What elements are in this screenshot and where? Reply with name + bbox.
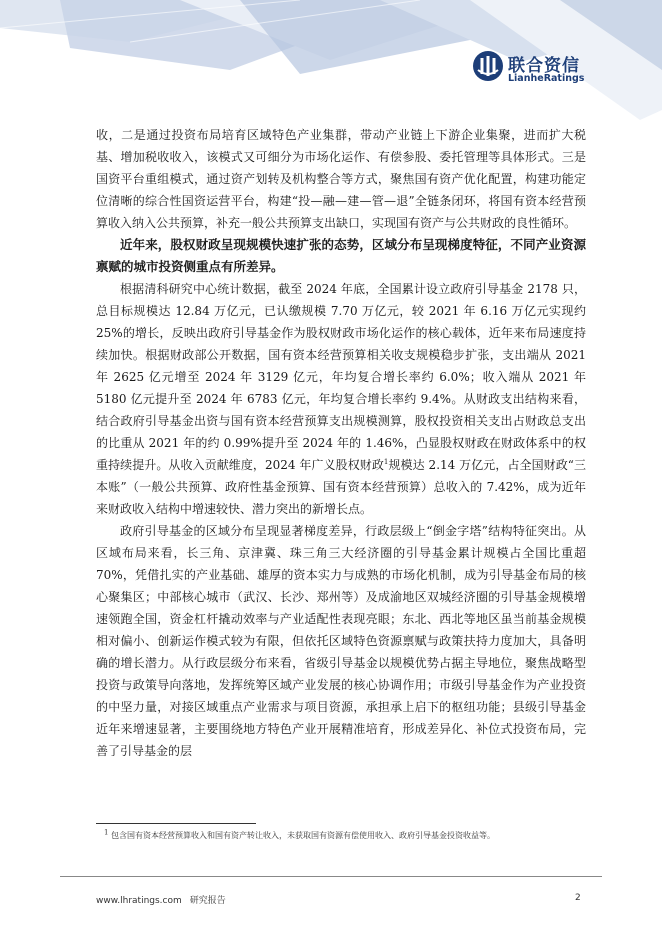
logo-english-name: LianheRatings xyxy=(508,73,585,84)
footnote-text: 包含国有资本经营预算收入和国有资产转让收入，未获取国有资源有偿使用收入、政府引导基金投资收益等。 xyxy=(111,831,496,840)
footnote-reference[interactable]: 1 xyxy=(383,458,389,466)
logo-mark-icon xyxy=(472,50,504,82)
footnote-marker: 1 xyxy=(104,828,109,837)
footer-divider xyxy=(60,876,602,877)
paragraph-statistics-part2: 规模达 2.14 万亿元，占全国财政“三本账”（一般公共预算、政府性基金预算、国有资本经营预算）总收入的 7.42%，成为近年来财政收入结构中增速较快、潜力突出的新增长点。 xyxy=(96,458,587,516)
paragraph-continuation: 收，二是通过投资布局培育区域特色产业集群，带动产业链上下游企业集聚，进而扩大税基、增加税收收入，该模式又可细分为市场化运作、有偿参股、委托管理等具体形式。三是国资平台重组模式，通过资产划转及机构整合等方式，聚焦国有资产优化配置，构建功能定位清晰的综合性国资运营平台，构建“投—融—建—管—退”全链条闭环，将国有资本经营预算收入纳入公共预算，补充一般公共预算支出缺口，实现国有资产与公共财政的良性循环。 xyxy=(96,128,586,230)
footer-url-link[interactable]: www.lhratings.com xyxy=(96,896,182,906)
logo-chinese-name: 联合资信 xyxy=(508,56,580,76)
footer-info xyxy=(96,893,226,906)
paragraph-regional-distribution: 政府引导基金的区域分布呈现显著梯度差异，行政层级上“倒金字塔”结构特征突出。从区域布局来看，长三角、京津冀、珠三角三大经济圈的引导基金累计规模占全国比重超 70%，凭借扎实的产业基础、雄厚的资本实力与成熟的市场化机制，成为引导基金布局的核心聚集区；中部核心城市（武汉、长沙、郑州等）及成渝地区双城经济圈的引导基金规模增速领跑全国，资金杠杆撬动效率与产业适配性表现亮眼；东北、西北等地区虽当前基金规模相对偏小、创新运作模式较为有限，但依托区域特色资源禀赋与政策扶持力度加大，具备明确的增长潜力。从行政层级分布来看，省级引导基金以规模优势占据主导地位，聚焦战略型投资与政策导向落地，发挥统筹区域产业发展的核心协调作用；市级引导基金作为产业投资的中坚力量，对接区域重点产业需求与项目资源，承担承上启下的枢纽功能；县级引导基金近年来增速显著，主要围绕地方特色产业开展精准培育，形成差异化、补位式投资布局，完善了引导基金的层 xyxy=(96,524,586,758)
footnote-divider xyxy=(96,823,256,824)
footer-report-label: 研究报告 xyxy=(189,896,226,906)
footnote xyxy=(104,829,574,843)
page-number: 2 xyxy=(575,893,581,903)
paragraph-statistics-part1: 根据清科研究中心统计数据，截至 2024 年底，全国累计设立政府引导基金 2178 只，总目标规模达 12.84 万亿元，已认缴规模 7.70 万亿元，较 2021 年 6.16 万亿元实现约 25%的增长，反映出政府引导基金作为股权财政市场化运作的核心载体，近年来布局速度持续加快。根据财政部公开数据，国有资本经营预算相关收支规模稳步扩张，支出端从 2021 年 2625 亿元增至 2024 年 3129 亿元，年均复合增长率约 6.0%；收入端从 2021 年 5180 亿元提升至 2024 年 6783 亿元，年均复合增长率约 9.4%。从财政支出结构来看，结合政府引导基金出资与国有资本经营预算支出规模测算，股权投资相关支出占财政总支出的比重从 2021 年的约 0.99%提升至 2024 年的 1.46%，凸显股权财政在财政体系中的权重持续提升。从收入贡献维度，2024 年广义股权财政 xyxy=(96,282,586,472)
bold-summary-paragraph: 近年来，股权财政呈现规模快速扩张的态势，区域分布呈现梯度特征，不同产业资源禀赋的城市投资侧重点有所差异。 xyxy=(96,237,586,274)
paragraph-statistics xyxy=(96,278,586,520)
report-body xyxy=(96,124,586,762)
company-logo xyxy=(472,50,592,90)
